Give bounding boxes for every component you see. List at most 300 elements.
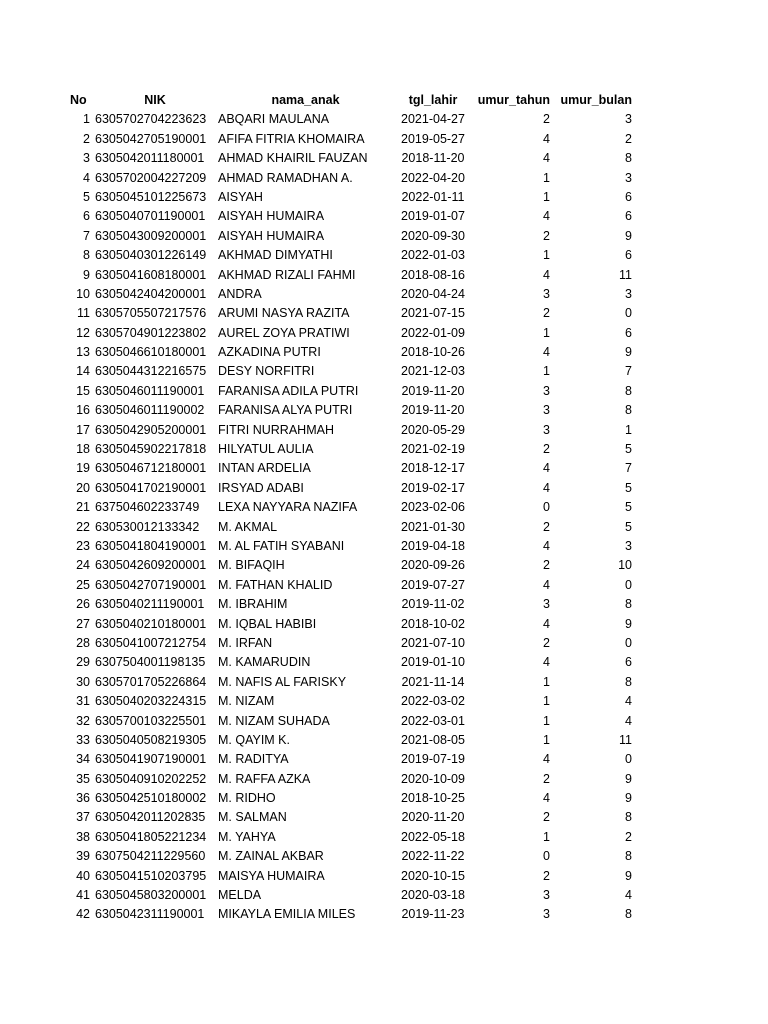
cell-umur-bulan: 9 — [625, 868, 632, 883]
table-row — [0, 750, 768, 769]
table-row — [0, 362, 768, 381]
cell-umur-tahun: 1 — [543, 364, 550, 379]
cell-nama-anak: M. IQBAL HABIBI — [218, 616, 317, 631]
cell-nama-anak: AHMAD RAMADHAN A. — [218, 170, 353, 185]
cell-umur-bulan: 8 — [625, 674, 632, 689]
cell-tgl-lahir: 2021-07-15 — [401, 306, 465, 321]
cell-tgl-lahir: 2019-11-23 — [401, 907, 465, 922]
cell-umur-bulan: 7 — [625, 461, 632, 476]
cell-nik: 6305041510203795 — [95, 868, 207, 883]
cell-tgl-lahir: 2019-04-18 — [401, 538, 465, 553]
cell-tgl-lahir: 2020-05-29 — [401, 422, 465, 437]
cell-nama-anak: M. IRFAN — [218, 635, 273, 650]
cell-nik: 6305704901223802 — [95, 325, 207, 340]
table-row — [0, 886, 768, 905]
cell-no: 42 — [76, 907, 90, 922]
cell-tgl-lahir: 2021-02-19 — [401, 442, 465, 457]
cell-nik: 6305046610180001 — [95, 345, 207, 360]
data-table — [0, 91, 768, 925]
cell-umur-bulan: 8 — [625, 383, 632, 398]
cell-nik: 6305044312216575 — [95, 364, 207, 379]
cell-tgl-lahir: 2019-07-19 — [401, 752, 465, 767]
table-row — [0, 692, 768, 711]
cell-no: 25 — [76, 577, 90, 592]
cell-umur-tahun: 1 — [543, 829, 550, 844]
table-row — [0, 459, 768, 478]
cell-nama-anak: M. AL FATIH SYABANI — [218, 538, 345, 553]
cell-umur-tahun: 2 — [543, 442, 550, 457]
table-row — [0, 653, 768, 672]
cell-tgl-lahir: 2018-11-20 — [401, 151, 465, 166]
cell-nik: 6305045101225673 — [95, 189, 207, 204]
cell-tgl-lahir: 2018-08-16 — [401, 267, 465, 282]
cell-no: 7 — [83, 228, 90, 243]
cell-nik: 6305042404200001 — [95, 286, 207, 301]
cell-nik: 6305045902217818 — [95, 442, 207, 457]
cell-umur-bulan: 3 — [625, 112, 632, 127]
table-row — [0, 227, 768, 246]
cell-umur-tahun: 0 — [543, 849, 550, 864]
cell-nama-anak: FARANISA ADILA PUTRI — [218, 383, 359, 398]
cell-tgl-lahir: 2019-11-20 — [401, 403, 465, 418]
cell-nik: 6307504211229560 — [95, 849, 206, 864]
cell-no: 16 — [76, 403, 90, 418]
cell-nik: 6305041805221234 — [95, 829, 207, 844]
cell-umur-tahun: 4 — [543, 267, 550, 282]
cell-nama-anak: AKHMAD DIMYATHI — [218, 248, 333, 263]
cell-no: 13 — [76, 345, 90, 360]
cell-nama-anak: MELDA — [218, 888, 262, 903]
table-row — [0, 595, 768, 614]
cell-umur-bulan: 0 — [625, 577, 632, 592]
cell-nik: 6305040210180001 — [95, 616, 207, 631]
cell-umur-tahun: 1 — [543, 170, 550, 185]
cell-tgl-lahir: 2018-10-25 — [401, 791, 465, 806]
cell-tgl-lahir: 2022-05-18 — [401, 829, 465, 844]
cell-tgl-lahir: 2020-04-24 — [401, 286, 465, 301]
cell-no: 38 — [76, 829, 90, 844]
cell-nama-anak: MIKAYLA EMILIA MILES — [218, 907, 356, 922]
cell-umur-tahun: 4 — [543, 345, 550, 360]
table-row — [0, 498, 768, 517]
table-row — [0, 382, 768, 401]
cell-nama-anak: ABQARI MAULANA — [218, 112, 330, 127]
cell-umur-bulan: 8 — [625, 597, 632, 612]
cell-no: 32 — [76, 713, 90, 728]
cell-umur-bulan: 5 — [625, 480, 632, 495]
cell-tgl-lahir: 2018-10-26 — [401, 345, 465, 360]
cell-nama-anak: HILYATUL AULIA — [218, 442, 314, 457]
cell-umur-bulan: 5 — [625, 519, 632, 534]
cell-no: 36 — [76, 791, 90, 806]
cell-tgl-lahir: 2023-02-06 — [401, 500, 465, 515]
cell-umur-bulan: 6 — [625, 189, 632, 204]
cell-tgl-lahir: 2022-03-01 — [401, 713, 465, 728]
cell-no: 8 — [83, 248, 90, 263]
cell-tgl-lahir: 2019-11-02 — [401, 597, 465, 612]
cell-umur-tahun: 3 — [543, 286, 550, 301]
table-row — [0, 207, 768, 226]
cell-umur-tahun: 3 — [543, 907, 550, 922]
cell-umur-bulan: 4 — [625, 888, 632, 903]
table-row — [0, 421, 768, 440]
cell-umur-tahun: 3 — [543, 888, 550, 903]
cell-tgl-lahir: 2019-05-27 — [401, 131, 465, 146]
cell-nama-anak: M. NIZAM SUHADA — [218, 713, 330, 728]
cell-nik: 6305042011180001 — [95, 151, 205, 166]
cell-nama-anak: ANDRA — [218, 286, 262, 301]
cell-umur-tahun: 4 — [543, 655, 550, 670]
cell-umur-tahun: 2 — [543, 771, 550, 786]
cell-umur-bulan: 9 — [625, 791, 632, 806]
cell-nik: 6305041007212754 — [95, 635, 207, 650]
header-umur-tahun: umur_tahun — [477, 93, 550, 107]
cell-tgl-lahir: 2019-01-07 — [401, 209, 465, 224]
cell-no: 3 — [83, 151, 90, 166]
cell-no: 28 — [76, 635, 90, 650]
cell-tgl-lahir: 2020-09-30 — [401, 228, 465, 243]
cell-umur-tahun: 1 — [543, 732, 550, 747]
cell-nik: 6305046011190001 — [95, 383, 205, 398]
cell-tgl-lahir: 2018-12-17 — [401, 461, 465, 476]
cell-no: 39 — [76, 849, 90, 864]
cell-umur-bulan: 9 — [625, 616, 632, 631]
cell-umur-tahun: 2 — [543, 306, 550, 321]
cell-nik: 6305042609200001 — [95, 558, 207, 573]
cell-tgl-lahir: 2019-07-27 — [401, 577, 465, 592]
table-row — [0, 285, 768, 304]
cell-nama-anak: DESY NORFITRI — [218, 364, 315, 379]
cell-umur-tahun: 2 — [543, 558, 550, 573]
table-row — [0, 712, 768, 731]
cell-no: 40 — [76, 868, 90, 883]
header-nik: NIK — [144, 93, 166, 107]
cell-nik: 6305040910202252 — [95, 771, 207, 786]
cell-nama-anak: M. NIZAM — [218, 694, 275, 709]
table-row — [0, 537, 768, 556]
cell-tgl-lahir: 2019-02-17 — [401, 480, 465, 495]
cell-nama-anak: M. RADITYA — [218, 752, 289, 767]
cell-no: 17 — [76, 422, 90, 437]
table-row — [0, 130, 768, 149]
cell-no: 27 — [76, 616, 90, 631]
cell-nama-anak: AKHMAD RIZALI FAHMI — [218, 267, 356, 282]
cell-umur-bulan: 6 — [625, 655, 632, 670]
cell-tgl-lahir: 2020-10-15 — [401, 868, 465, 883]
cell-umur-tahun: 3 — [543, 422, 550, 437]
cell-tgl-lahir: 2022-03-02 — [401, 694, 465, 709]
cell-tgl-lahir: 2022-04-20 — [401, 170, 465, 185]
cell-nama-anak: M. QAYIM K. — [218, 732, 290, 747]
cell-nik: 6305040701190001 — [95, 209, 206, 224]
cell-nik: 6305700103225501 — [95, 713, 207, 728]
cell-no: 41 — [76, 888, 90, 903]
table-row — [0, 518, 768, 537]
cell-nik: 6305040211190001 — [95, 597, 205, 612]
cell-no: 35 — [76, 771, 90, 786]
cell-umur-bulan: 5 — [625, 500, 632, 515]
cell-umur-tahun: 2 — [543, 868, 550, 883]
table-row — [0, 828, 768, 847]
cell-nama-anak: FITRI NURRAHMAH — [218, 422, 334, 437]
cell-nik: 6305042705190001 — [95, 131, 207, 146]
cell-no: 33 — [76, 732, 90, 747]
cell-tgl-lahir: 2020-09-26 — [401, 558, 465, 573]
cell-nik: 6305042905200001 — [95, 422, 207, 437]
cell-umur-bulan: 5 — [625, 442, 632, 457]
cell-nama-anak: M. BIFAQIH — [218, 558, 285, 573]
cell-umur-bulan: 11 — [619, 732, 632, 747]
table-row — [0, 556, 768, 575]
cell-nik: 6305040203224315 — [95, 694, 207, 709]
cell-nik: 6305045803200001 — [95, 888, 207, 903]
cell-nama-anak: M. YAHYA — [218, 829, 276, 844]
cell-umur-tahun: 2 — [543, 810, 550, 825]
header-tgl-lahir: tgl_lahir — [408, 93, 458, 107]
cell-umur-bulan: 6 — [625, 248, 632, 263]
table-row — [0, 615, 768, 634]
cell-umur-tahun: 1 — [543, 694, 550, 709]
table-row — [0, 401, 768, 420]
cell-nama-anak: IRSYAD ADABI — [218, 480, 304, 495]
table-row — [0, 673, 768, 692]
cell-umur-tahun: 4 — [543, 131, 550, 146]
cell-nik: 6305042707190001 — [95, 577, 207, 592]
cell-nama-anak: AFIFA FITRIA KHOMAIRA — [218, 131, 365, 146]
cell-nama-anak: FARANISA ALYA PUTRI — [218, 403, 353, 418]
cell-tgl-lahir: 2022-01-09 — [401, 325, 465, 340]
cell-umur-bulan: 3 — [625, 538, 632, 553]
cell-tgl-lahir: 2021-07-10 — [401, 635, 465, 650]
cell-no: 21 — [76, 500, 90, 515]
table-row — [0, 867, 768, 886]
table-row — [0, 110, 768, 129]
cell-umur-bulan: 11 — [619, 267, 632, 282]
cell-nama-anak: M. KAMARUDIN — [218, 655, 311, 670]
cell-tgl-lahir: 2020-03-18 — [401, 888, 465, 903]
cell-umur-bulan: 3 — [625, 170, 632, 185]
cell-no: 24 — [76, 558, 90, 573]
cell-umur-bulan: 4 — [625, 713, 632, 728]
cell-tgl-lahir: 2020-11-20 — [401, 810, 465, 825]
cell-no: 14 — [76, 364, 90, 379]
cell-umur-bulan: 8 — [625, 907, 632, 922]
cell-nik: 6305040508219305 — [95, 732, 207, 747]
cell-umur-bulan: 9 — [625, 345, 632, 360]
cell-umur-tahun: 1 — [543, 325, 550, 340]
cell-umur-tahun: 1 — [543, 674, 550, 689]
cell-umur-bulan: 8 — [625, 849, 632, 864]
cell-no: 9 — [83, 267, 90, 282]
cell-umur-tahun: 2 — [543, 112, 550, 127]
cell-no: 30 — [76, 674, 90, 689]
cell-no: 12 — [76, 325, 90, 340]
cell-tgl-lahir: 2022-01-03 — [401, 248, 465, 263]
cell-nik: 6305701705226864 — [95, 674, 207, 689]
header-nama-anak: nama_anak — [271, 93, 340, 107]
cell-umur-bulan: 2 — [625, 131, 632, 146]
table-row — [0, 905, 768, 924]
table-row — [0, 731, 768, 750]
cell-no: 18 — [76, 442, 90, 457]
cell-nik: 6305042510180002 — [95, 791, 207, 806]
table-row — [0, 188, 768, 207]
cell-umur-tahun: 4 — [543, 480, 550, 495]
cell-nama-anak: LEXA NAYYARA NAZIFA — [218, 500, 358, 515]
cell-tgl-lahir: 2022-01-11 — [401, 189, 465, 204]
cell-umur-bulan: 1 — [625, 422, 632, 437]
cell-no: 31 — [76, 694, 90, 709]
cell-no: 22 — [76, 519, 90, 534]
cell-umur-bulan: 0 — [625, 635, 632, 650]
table-row — [0, 847, 768, 866]
cell-no: 26 — [76, 597, 90, 612]
cell-nama-anak: M. ZAINAL AKBAR — [218, 849, 324, 864]
cell-no: 20 — [76, 480, 90, 495]
cell-nama-anak: ARUMI NASYA RAZITA — [218, 306, 350, 321]
cell-nik: 6305042011202835 — [95, 810, 206, 825]
cell-nama-anak: M. AKMAL — [218, 519, 278, 534]
cell-nik: 6305705507217576 — [95, 306, 207, 321]
cell-nama-anak: INTAN ARDELIA — [218, 461, 311, 476]
cell-nama-anak: MAISYA HUMAIRA — [218, 868, 325, 883]
table-row — [0, 479, 768, 498]
table-body — [0, 110, 768, 924]
cell-umur-tahun: 4 — [543, 791, 550, 806]
cell-tgl-lahir: 2021-12-03 — [401, 364, 465, 379]
cell-tgl-lahir: 2020-10-09 — [401, 771, 465, 786]
cell-umur-tahun: 3 — [543, 597, 550, 612]
cell-nama-anak: M. RIDHO — [218, 791, 276, 806]
cell-umur-bulan: 6 — [625, 325, 632, 340]
cell-nik: 637504602233749 — [95, 500, 200, 515]
cell-umur-bulan: 8 — [625, 403, 632, 418]
cell-no: 4 — [83, 170, 90, 185]
cell-tgl-lahir: 2019-11-20 — [401, 383, 465, 398]
cell-no: 1 — [83, 112, 90, 127]
cell-no: 11 — [77, 306, 90, 321]
cell-nik: 6305041608180001 — [95, 267, 207, 282]
header-no: No — [70, 93, 87, 107]
cell-tgl-lahir: 2021-01-30 — [401, 519, 465, 534]
table-row — [0, 808, 768, 827]
cell-nama-anak: AUREL ZOYA PRATIWI — [218, 325, 350, 340]
cell-nik: 6305702004227209 — [95, 170, 207, 185]
cell-umur-bulan: 9 — [625, 228, 632, 243]
table-row — [0, 576, 768, 595]
cell-no: 29 — [76, 655, 90, 670]
cell-nama-anak: M. SALMAN — [218, 810, 287, 825]
table-row — [0, 169, 768, 188]
table-row — [0, 343, 768, 362]
cell-tgl-lahir: 2021-11-14 — [401, 674, 465, 689]
cell-nama-anak: AISYAH — [218, 189, 263, 204]
table-row — [0, 246, 768, 265]
table-row — [0, 266, 768, 285]
cell-nama-anak: AHMAD KHAIRIL FAUZAN — [218, 151, 368, 166]
cell-nik: 6305041702190001 — [95, 480, 207, 495]
cell-nama-anak: M. FATHAN KHALID — [218, 577, 333, 592]
cell-umur-tahun: 1 — [543, 189, 550, 204]
cell-umur-bulan: 2 — [625, 829, 632, 844]
cell-nik: 6305046011190002 — [95, 403, 205, 418]
cell-umur-bulan: 9 — [625, 771, 632, 786]
cell-nama-anak: AISYAH HUMAIRA — [218, 209, 325, 224]
table-row — [0, 440, 768, 459]
cell-umur-bulan: 8 — [625, 810, 632, 825]
cell-umur-tahun: 3 — [543, 403, 550, 418]
table-row — [0, 324, 768, 343]
cell-umur-tahun: 4 — [543, 151, 550, 166]
header-umur-bulan: umur_bulan — [560, 93, 632, 107]
cell-tgl-lahir: 2021-04-27 — [401, 112, 465, 127]
cell-umur-tahun: 4 — [543, 209, 550, 224]
cell-umur-tahun: 4 — [543, 616, 550, 631]
cell-no: 23 — [76, 538, 90, 553]
cell-umur-bulan: 3 — [625, 286, 632, 301]
cell-nik: 6305046712180001 — [95, 461, 207, 476]
cell-umur-tahun: 1 — [543, 248, 550, 263]
table-header-row — [0, 91, 768, 110]
cell-nik: 6305702704223623 — [95, 112, 207, 127]
cell-umur-tahun: 3 — [543, 383, 550, 398]
table-row — [0, 304, 768, 323]
cell-umur-bulan: 0 — [625, 752, 632, 767]
cell-tgl-lahir: 2022-11-22 — [401, 849, 465, 864]
cell-umur-tahun: 1 — [543, 713, 550, 728]
cell-nik: 6305040301226149 — [95, 248, 207, 263]
cell-no: 10 — [76, 286, 90, 301]
cell-nama-anak: M. IBRAHIM — [218, 597, 288, 612]
cell-umur-bulan: 8 — [625, 151, 632, 166]
cell-umur-tahun: 0 — [543, 500, 550, 515]
cell-umur-tahun: 4 — [543, 752, 550, 767]
cell-nik: 630530012133342 — [95, 519, 200, 534]
cell-umur-bulan: 0 — [625, 306, 632, 321]
cell-nama-anak: AZKADINA PUTRI — [218, 345, 321, 360]
table-row — [0, 634, 768, 653]
cell-no: 2 — [83, 131, 90, 146]
cell-tgl-lahir: 2021-08-05 — [401, 732, 465, 747]
cell-nik: 6305043009200001 — [95, 228, 207, 243]
cell-umur-tahun: 2 — [543, 519, 550, 534]
cell-umur-tahun: 4 — [543, 577, 550, 592]
cell-umur-tahun: 4 — [543, 461, 550, 476]
cell-nama-anak: AISYAH HUMAIRA — [218, 228, 325, 243]
cell-no: 5 — [83, 189, 90, 204]
cell-nik: 6307504001198135 — [95, 655, 206, 670]
cell-nik: 6305041804190001 — [95, 538, 207, 553]
cell-no: 37 — [76, 810, 90, 825]
cell-umur-bulan: 7 — [625, 364, 632, 379]
cell-umur-bulan: 10 — [618, 558, 632, 573]
table-row — [0, 149, 768, 168]
cell-no: 15 — [76, 383, 90, 398]
cell-nama-anak: M. RAFFA AZKA — [218, 771, 311, 786]
cell-umur-tahun: 2 — [543, 228, 550, 243]
cell-nik: 6305041907190001 — [95, 752, 207, 767]
cell-tgl-lahir: 2018-10-02 — [401, 616, 465, 631]
cell-nik: 6305042311190001 — [95, 907, 205, 922]
cell-no: 34 — [76, 752, 90, 767]
cell-tgl-lahir: 2019-01-10 — [401, 655, 465, 670]
cell-nama-anak: M. NAFIS AL FARISKY — [218, 674, 347, 689]
table-row — [0, 770, 768, 789]
cell-no: 19 — [76, 461, 90, 476]
cell-umur-bulan: 4 — [625, 694, 632, 709]
table-row — [0, 789, 768, 808]
cell-no: 6 — [83, 209, 90, 224]
